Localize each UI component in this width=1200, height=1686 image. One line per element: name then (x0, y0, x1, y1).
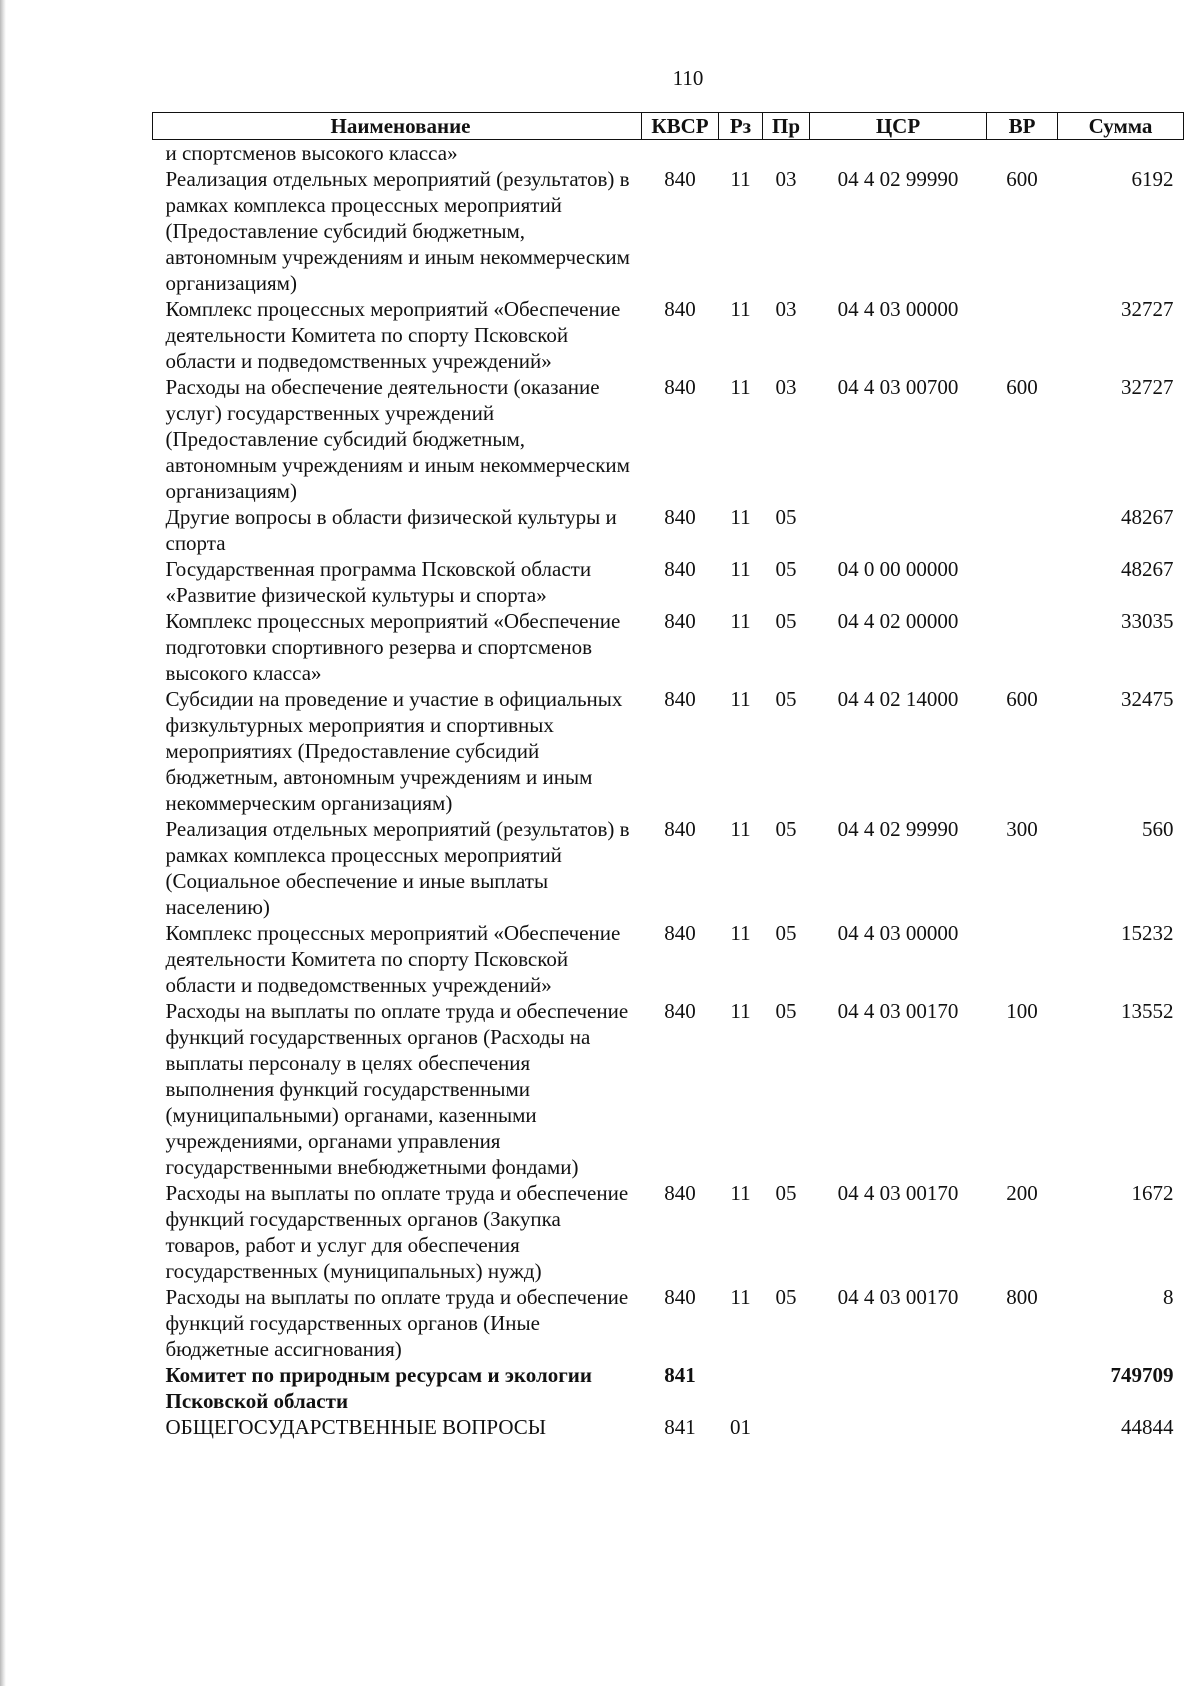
cell-csr: 04 4 03 00170 (837, 1285, 959, 1309)
cell-kvsr: 840 (664, 297, 696, 321)
cell-sum: 1672 (1131, 1181, 1174, 1205)
cell-name: Комплекс процессных мероприятий «Обеспечение деятельности Комитета по спорту Псковской области и подведомственных учреждений» (165, 297, 621, 373)
cell-kvsr: 840 (664, 505, 696, 529)
cell-name: Расходы на выплаты по оплате труда и обеспечение функций государственных органов (Иные бюджетные ассигнования) (165, 1285, 629, 1361)
cell-vr: 200 (1006, 1181, 1038, 1205)
cell-name: Расходы на выплаты по оплате труда и обеспечение функций государственных органов (Закупка товаров, работ и услуг для обеспечения государственных (муниципальных) нужд) (165, 1181, 629, 1283)
cell-name: Расходы на выплаты по оплате труда и обеспечение функций государственных органов (Расходы на выплаты персоналу в целях обеспечения выполнения функций государственными (муниципальными) органами, казенными учреждениями, органами управления государственными внебюджетными фондами) (165, 999, 629, 1179)
header-name: Наименование (153, 113, 642, 140)
cell-sum: 749709 (1110, 1363, 1174, 1387)
cell-vr (987, 296, 1058, 374)
cell-rz: 11 (730, 687, 751, 711)
cell-rz (719, 1362, 763, 1414)
cell-rz: 11 (730, 817, 751, 841)
page-number: 110 (672, 66, 704, 90)
cell-pr: 05 (775, 609, 797, 633)
header-kvsr: КВСР (642, 113, 719, 140)
cell-kvsr: 841 (664, 1363, 696, 1387)
cell-pr: 05 (775, 687, 797, 711)
header-rz: Рз (719, 113, 763, 140)
table-row (153, 1180, 1184, 1284)
cell-pr: 03 (775, 167, 797, 191)
header-csr: ЦСР (810, 113, 987, 140)
cell-rz (719, 140, 763, 167)
cell-kvsr (642, 140, 719, 167)
table-body (153, 140, 1184, 1441)
cell-csr: 04 0 00 00000 (837, 557, 959, 581)
cell-sum: 560 (1142, 817, 1174, 841)
cell-vr (987, 504, 1058, 556)
cell-csr: 04 4 03 00170 (837, 1181, 959, 1205)
table-row (153, 1362, 1184, 1414)
table-row (153, 1414, 1184, 1440)
cell-pr: 03 (775, 297, 797, 321)
cell-csr (810, 504, 987, 556)
cell-name: Комплекс процессных мероприятий «Обеспечение деятельности Комитета по спорту Псковской области и подведомственных учреждений» (165, 921, 621, 997)
cell-vr: 600 (1006, 687, 1038, 711)
cell-pr: 05 (775, 505, 797, 529)
table-row (153, 140, 1184, 167)
cell-name: Комплекс процессных мероприятий «Обеспечение подготовки спортивного резерва и спортсменов высокого класса» (165, 609, 621, 685)
cell-vr (987, 140, 1058, 167)
cell-csr: 04 4 02 00000 (837, 609, 959, 633)
cell-sum: 32727 (1121, 297, 1174, 321)
cell-vr (987, 556, 1058, 608)
cell-name: Расходы на обеспечение деятельности (оказание услуг) государственных учреждений (Предоставление субсидий бюджетным, автономным учреждениям и иным некоммерческим организациям) (165, 375, 630, 503)
cell-sum: 44844 (1121, 1415, 1174, 1439)
cell-vr: 600 (1006, 167, 1038, 191)
cell-pr: 05 (775, 1285, 797, 1309)
scan-edge (0, 0, 6, 1686)
cell-name: и спортсменов высокого класса» (165, 141, 458, 165)
cell-sum: 48267 (1121, 505, 1174, 529)
cell-rz: 11 (730, 999, 751, 1023)
cell-pr: 03 (775, 375, 797, 399)
cell-csr: 04 4 02 99990 (837, 817, 959, 841)
cell-vr: 600 (1006, 375, 1038, 399)
cell-rz: 01 (730, 1415, 751, 1439)
table-row (153, 686, 1184, 816)
cell-name: Комитет по природным ресурсам и экологии Псковской области (165, 1363, 592, 1413)
cell-sum: 6192 (1131, 167, 1174, 191)
cell-pr (763, 140, 810, 167)
cell-rz: 11 (730, 1181, 751, 1205)
cell-kvsr: 840 (664, 609, 696, 633)
cell-kvsr: 840 (664, 557, 696, 581)
header-sum: Сумма (1058, 113, 1184, 140)
cell-csr: 04 4 03 00000 (837, 921, 959, 945)
cell-vr (987, 608, 1058, 686)
cell-kvsr: 841 (664, 1415, 696, 1439)
cell-kvsr: 840 (664, 375, 696, 399)
cell-rz: 11 (730, 609, 751, 633)
cell-csr (810, 1362, 987, 1414)
table-row (153, 998, 1184, 1180)
table-row (153, 504, 1184, 556)
cell-pr: 05 (775, 557, 797, 581)
cell-vr (987, 1362, 1058, 1414)
cell-sum: 48267 (1121, 557, 1174, 581)
table-row (153, 374, 1184, 504)
cell-name: Реализация отдельных мероприятий (результатов) в рамках комплекса процессных мероприятий (Предоставление субсидий бюджетным, автономным учреждениям и иным некоммерческим организациям) (165, 167, 630, 295)
cell-csr: 04 4 03 00170 (837, 999, 959, 1023)
cell-sum: 13552 (1121, 999, 1174, 1023)
cell-kvsr: 840 (664, 1285, 696, 1309)
cell-kvsr: 840 (664, 1181, 696, 1205)
cell-pr (763, 1414, 810, 1440)
cell-kvsr: 840 (664, 921, 696, 945)
cell-name: Другие вопросы в области физической культуры и спорта (165, 505, 617, 555)
cell-vr: 300 (1006, 817, 1038, 841)
cell-rz: 11 (730, 557, 751, 581)
cell-sum: 32727 (1121, 375, 1174, 399)
cell-sum: 33035 (1121, 609, 1174, 633)
cell-csr: 04 4 02 99990 (837, 167, 959, 191)
cell-name: Субсидии на проведение и участие в официальных физкультурных мероприятия и спортивных мероприятиях (Предоставление субсидий бюджетным, автономным учреждениям и иным некоммерческим организациям) (165, 687, 623, 815)
cell-rz: 11 (730, 921, 751, 945)
header-pr: Пр (763, 113, 810, 140)
table-row (153, 608, 1184, 686)
table-row (153, 1284, 1184, 1362)
table-row (153, 296, 1184, 374)
cell-kvsr: 840 (664, 999, 696, 1023)
cell-sum: 32475 (1121, 687, 1174, 711)
cell-pr: 05 (775, 999, 797, 1023)
table-row (153, 556, 1184, 608)
cell-pr: 05 (775, 921, 797, 945)
cell-name: Государственная программа Псковской области «Развитие физической культуры и спорта» (165, 557, 592, 607)
cell-rz: 11 (730, 505, 751, 529)
cell-kvsr: 840 (664, 687, 696, 711)
cell-name: Реализация отдельных мероприятий (результатов) в рамках комплекса процессных мероприятий (Социальное обеспечение и иные выплаты населению) (165, 817, 630, 919)
cell-vr (987, 1414, 1058, 1440)
cell-vr: 100 (1006, 999, 1038, 1023)
cell-rz: 11 (730, 375, 751, 399)
cell-csr (810, 140, 987, 167)
cell-rz: 11 (730, 297, 751, 321)
cell-sum (1058, 140, 1184, 167)
cell-sum: 15232 (1121, 921, 1174, 945)
cell-rz: 11 (730, 167, 751, 191)
cell-pr: 05 (775, 817, 797, 841)
cell-kvsr: 840 (664, 167, 696, 191)
cell-csr: 04 4 03 00000 (837, 297, 959, 321)
header-row (153, 113, 1184, 140)
header-vr: ВР (987, 113, 1058, 140)
table-header (153, 113, 1184, 140)
cell-csr: 04 4 02 14000 (837, 687, 959, 711)
cell-vr: 800 (1006, 1285, 1038, 1309)
table-row (153, 920, 1184, 998)
table-row (153, 166, 1184, 296)
budget-table (152, 112, 1184, 1440)
cell-csr: 04 4 03 00700 (837, 375, 959, 399)
cell-vr (987, 920, 1058, 998)
cell-csr (810, 1414, 987, 1440)
cell-name: ОБЩЕГОСУДАРСТВЕННЫЕ ВОПРОСЫ (165, 1415, 547, 1439)
cell-kvsr: 840 (664, 817, 696, 841)
cell-rz: 11 (730, 1285, 751, 1309)
cell-pr (763, 1362, 810, 1414)
table-row (153, 816, 1184, 920)
cell-sum: 8 (1163, 1285, 1174, 1309)
cell-pr: 05 (775, 1181, 797, 1205)
